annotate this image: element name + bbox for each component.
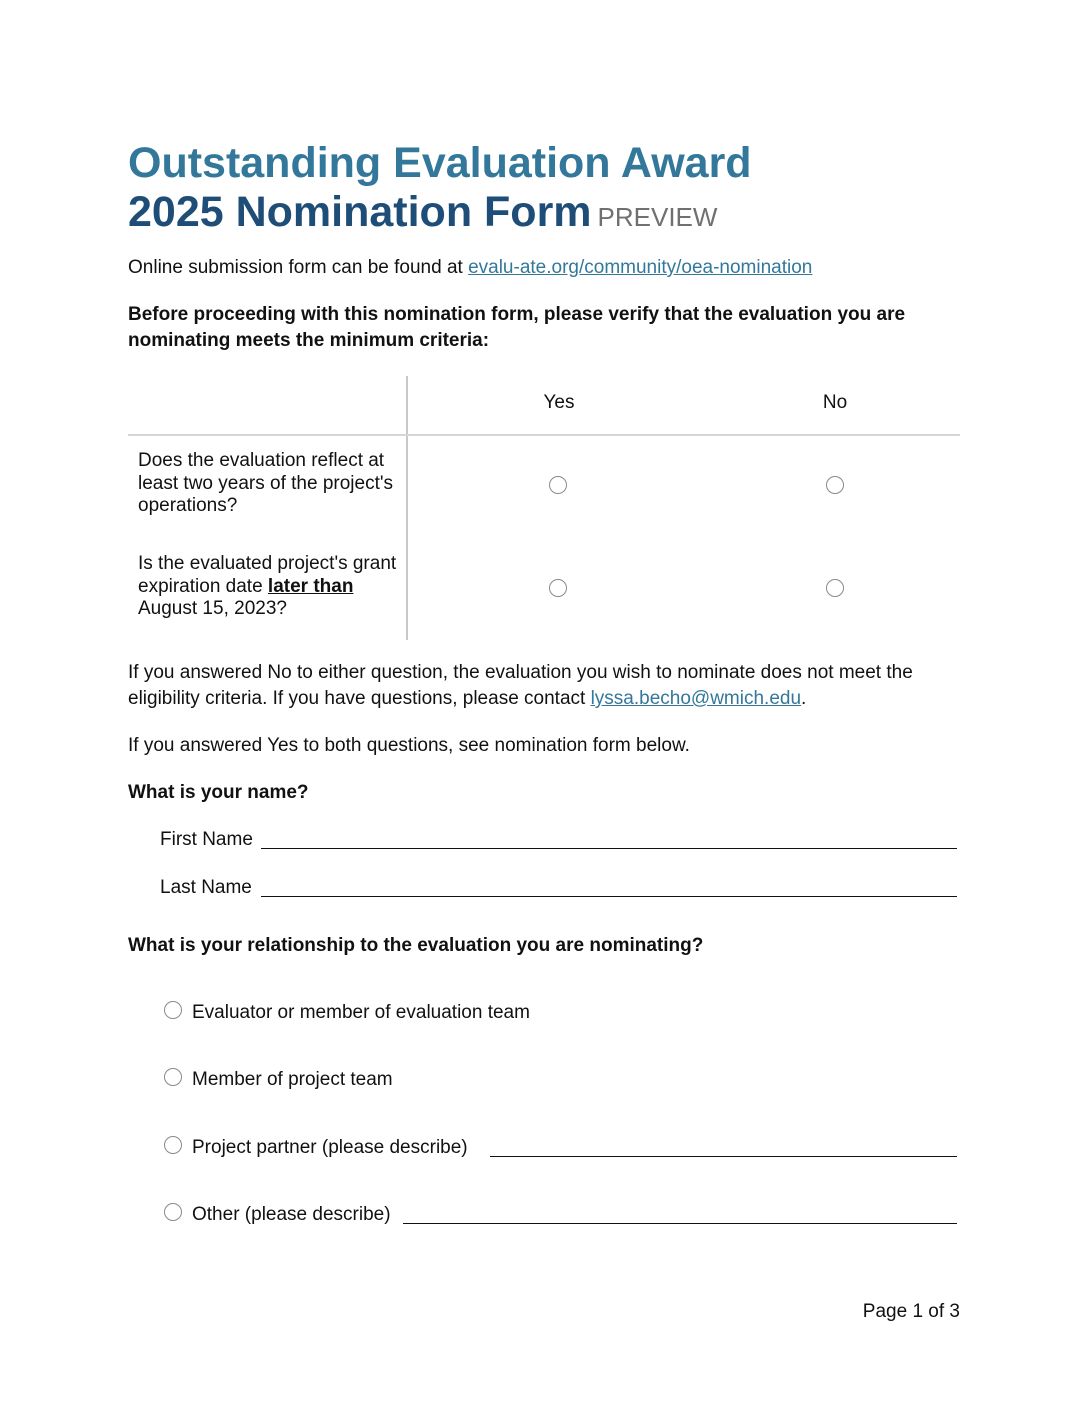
column-header-no: No [822,392,848,413]
relationship-other-radio[interactable] [164,1203,182,1221]
q2-yes-radio[interactable] [549,579,567,597]
q2-emphasis: later than [267,575,354,597]
table-divider-horizontal [128,434,960,436]
q2-no-radio[interactable] [826,579,844,597]
relationship-partner-field[interactable] [490,1156,957,1157]
relationship-other-field[interactable] [403,1223,957,1224]
criteria-question-2 [138,553,400,621]
last-name-label: Last Name [160,877,252,898]
name-question: What is your name? [128,782,309,803]
form-title-year: 2025 Nomination Form [128,188,592,236]
online-submission-line [128,255,968,281]
last-name-field[interactable] [261,896,957,897]
form-title-line2 [128,187,717,242]
first-name-field[interactable] [261,848,957,849]
q1-no-radio[interactable] [826,476,844,494]
eligibility-yes-paragraph: If you answered Yes to both questions, see nomination form below. [128,735,690,756]
preview-label: PREVIEW [597,202,718,232]
first-name-label: First Name [160,829,253,850]
criteria-question-1: Does the evaluation reflect at least two years of the project's operations? [138,450,393,516]
relationship-evaluator-label: Evaluator or member of evaluation team [192,1002,530,1023]
relationship-partner-radio[interactable] [164,1136,182,1154]
relationship-partner-label: Project partner (please describe) [192,1137,468,1158]
eligibility-no-end: . [801,688,807,709]
column-header-yes: Yes [543,392,575,413]
page-number: Page 1 of 3 [862,1301,960,1322]
online-submission-link[interactable]: evalu-ate.org/community/oea-nomination [468,257,813,278]
contact-email-link[interactable]: lyssa.becho@wmich.edu [590,688,802,709]
eligibility-no-paragraph [128,660,960,712]
relationship-evaluator-radio[interactable] [164,1001,182,1019]
q1-yes-radio[interactable] [549,476,567,494]
relationship-project-team-radio[interactable] [164,1068,182,1086]
q2-text-start: Is the evaluated project's grant expiration date [138,553,397,597]
form-title-line1: Outstanding Evaluation Award [128,139,752,187]
q2-text-end: August 15, 2023? [138,598,287,619]
relationship-other-label: Other (please describe) [192,1204,391,1225]
criteria-heading: Before proceeding with this nomination form, please verify that the evaluation you are nominating meets the minimum criteria: [128,304,906,351]
table-divider-vertical [406,376,408,640]
eligibility-no-text: If you answered No to either question, the evaluation you wish to nominate does not meet the eligibility criteria. If you have questions, please contact [128,662,913,709]
online-submission-text: Online submission form can be found at [128,257,469,278]
relationship-project-team-label: Member of project team [192,1069,393,1090]
relationship-question: What is your relationship to the evaluation you are nominating? [128,935,704,956]
